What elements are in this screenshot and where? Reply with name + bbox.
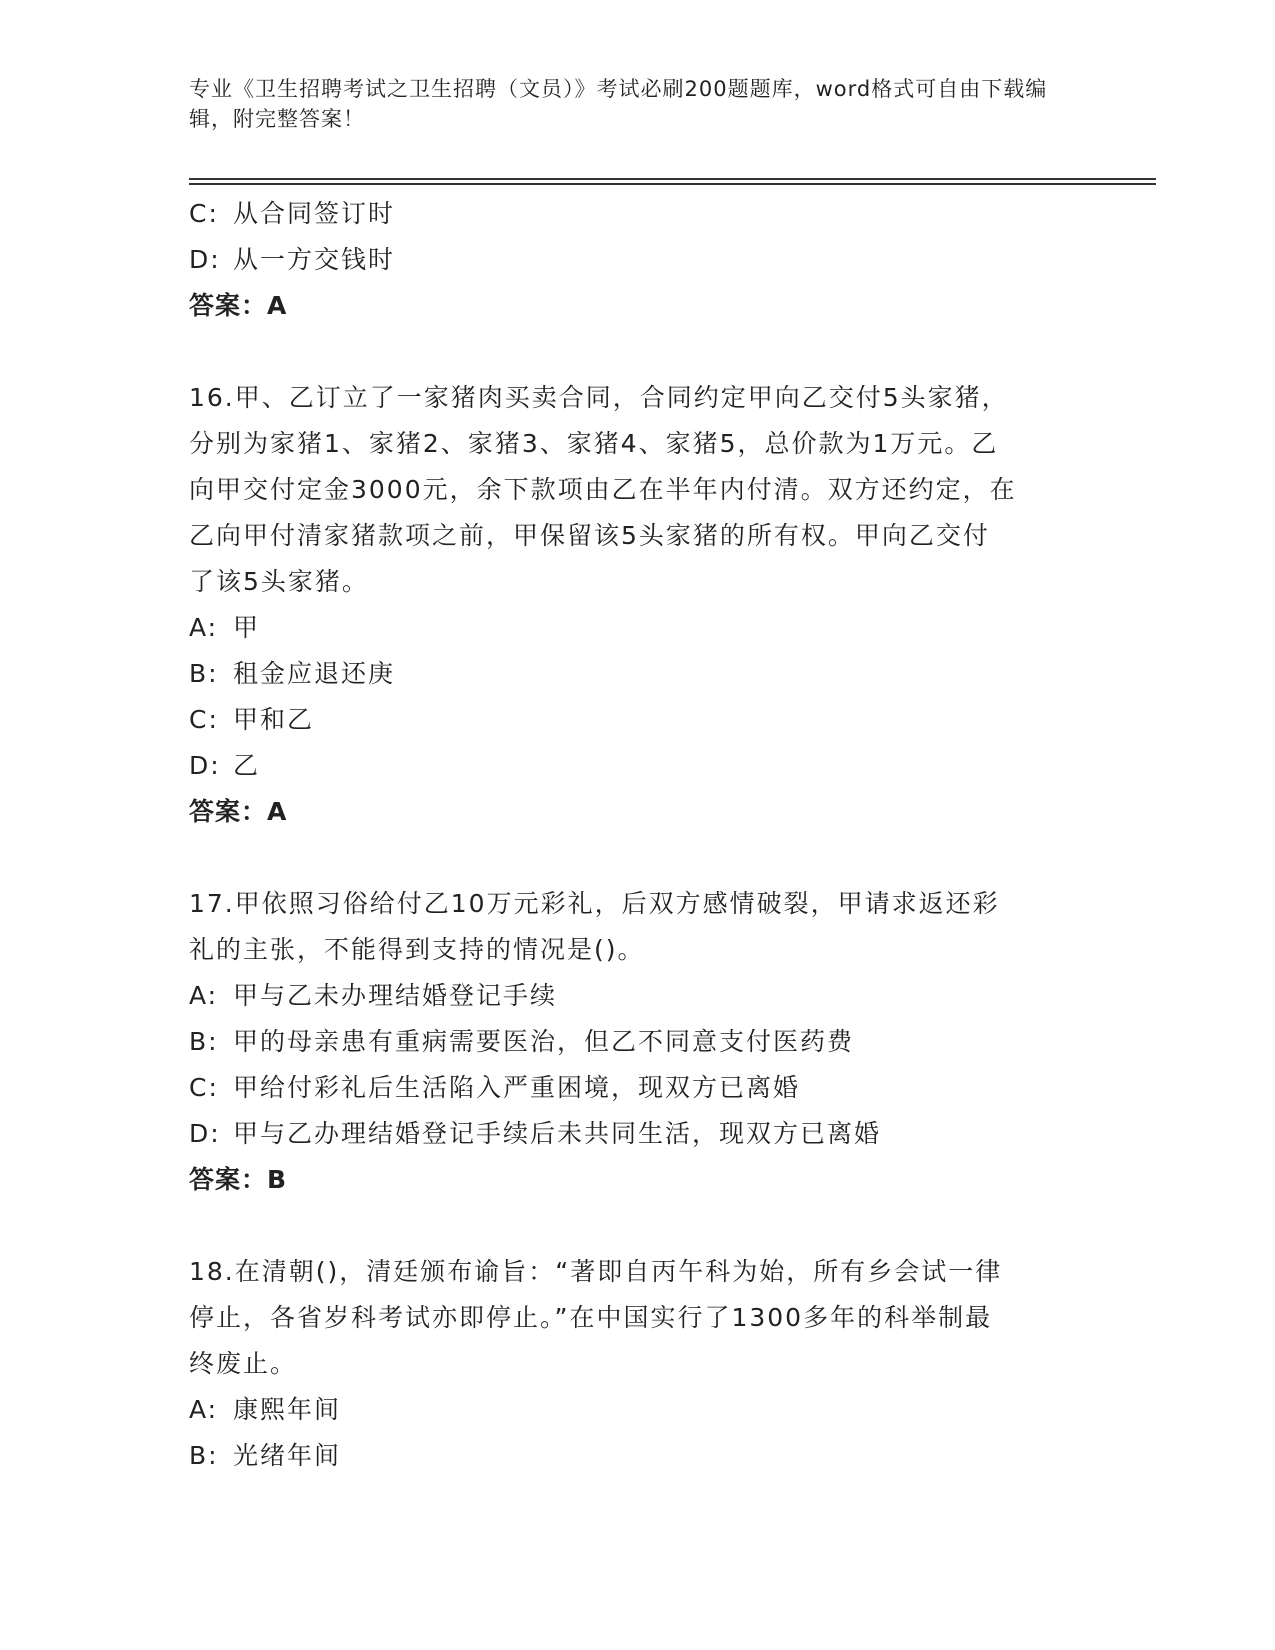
option-text: 甲的母亲患有重病需要医治，但乙不同意支付医药费 [233,1027,855,1056]
option-letter: C: [189,705,219,734]
question-18 [189,1249,1089,1479]
answer-line: 答案：A [189,291,288,320]
document-header: 专业《卫生招聘考试之卫生招聘（文员）》考试必刷200题题库，word格式可自由下载编辑，附完整答案！ [189,77,1048,131]
question-stem-line: 礼的主张，不能得到支持的情况是()。 [189,935,645,964]
option-text: 甲给付彩礼后生活陷入严重困境，现双方已离婚 [233,1073,801,1102]
option-a [189,1387,1089,1433]
option-letter: C: [189,1073,219,1102]
header-divider-bottom [189,183,1156,185]
option-letter: A: [189,1395,219,1424]
option-text: 从合同签订时 [233,199,396,228]
answer-line: 答案：B [189,1165,288,1194]
option-d [189,743,1089,789]
option-text: 租金应退还庚 [233,659,396,688]
option-text: 甲与乙办理结婚登记手续后未共同生活，现双方已离婚 [233,1119,882,1148]
option-a [189,605,1089,651]
option-text: 康熙年间 [233,1395,342,1424]
option-letter: A: [189,613,219,642]
option-c [189,697,1089,743]
option-d [189,1111,1089,1157]
spacer [189,329,1089,375]
option-b [189,1433,1089,1479]
question-stem-line: 18.在清朝()，清廷颁布谕旨：“著即自丙午科为始，所有乡会试一律 [189,1257,1003,1286]
option-letter: B: [189,659,219,688]
question-stem-line: 向甲交付定金3000元，余下款项由乙在半年内付清。双方还约定，在 [189,475,1017,504]
option-text: 甲 [233,613,261,642]
question-content [189,191,1089,1479]
question-16 [189,375,1089,835]
question-stem-line: 分别为家猪1、家猪2、家猪3、家猪4、家猪5，总价款为1万元。乙 [189,429,999,458]
header-divider-top [189,178,1156,180]
option-letter: D: [189,751,221,780]
question-17 [189,881,1089,1203]
question-stem-line: 了该5头家猪。 [189,567,369,596]
option-d [189,237,1089,283]
answer-line: 答案：A [189,797,288,826]
option-letter: A: [189,981,219,1010]
question-stem-line: 乙向甲付清家猪款项之前，甲保留该5头家猪的所有权。甲向乙交付 [189,521,990,550]
option-letter: B: [189,1441,219,1470]
option-text: 从一方交钱时 [233,245,396,274]
option-c [189,1065,1089,1111]
question-stem-line: 停止，各省岁科考试亦即停止。”在中国实行了1300多年的科举制最 [189,1303,993,1332]
option-letter: B: [189,1027,219,1056]
option-letter: C: [189,199,219,228]
option-letter: D: [189,1119,221,1148]
option-b [189,1019,1089,1065]
spacer [189,835,1089,881]
option-b [189,651,1089,697]
option-text: 光绪年间 [233,1441,342,1470]
option-c [189,191,1089,237]
option-a [189,973,1089,1019]
option-text: 甲与乙未办理结婚登记手续 [233,981,558,1010]
question-stem-line: 16.甲、乙订立了一家猪肉买卖合同，合同约定甲向乙交付5头家猪， [189,383,1009,412]
spacer [189,1203,1089,1249]
option-text: 甲和乙 [233,705,315,734]
question-stem-line: 终废止。 [189,1349,298,1378]
option-text: 乙 [233,751,261,780]
option-letter: D: [189,245,221,274]
question-stem-line: 17.甲依照习俗给付乙10万元彩礼，后双方感情破裂，甲请求返还彩 [189,889,1000,918]
